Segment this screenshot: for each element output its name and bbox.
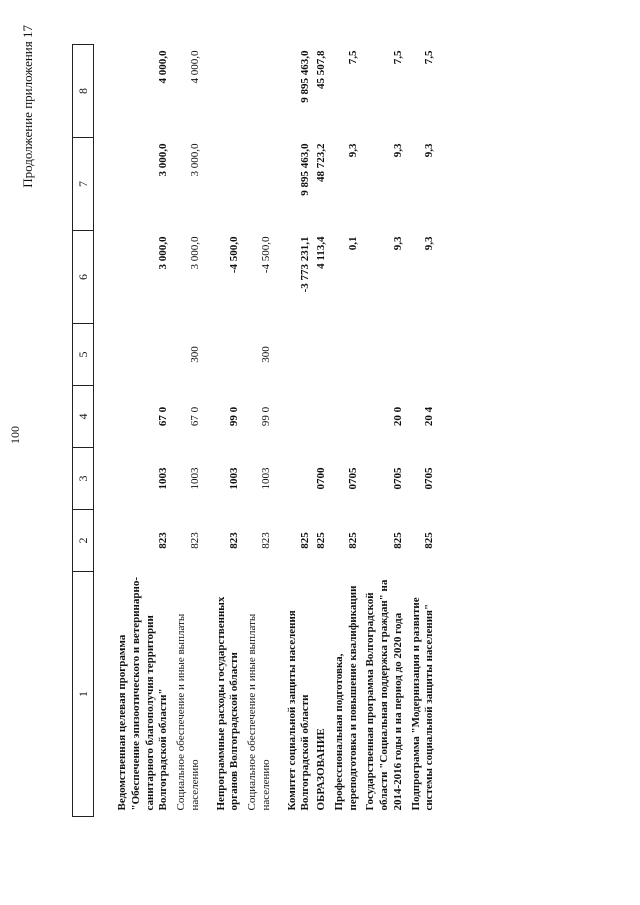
cell-amount [244,138,276,231]
cell-expense-type: 300 [188,346,201,363]
cell-expense-type [94,324,174,386]
cell-amount: 9,3 [391,236,404,251]
cell-expense-type [205,324,245,386]
cell-section-code: 0705 [391,467,404,490]
column-header: 5 [73,324,94,386]
cell-expense-type [362,324,407,386]
cell-section-code: 1003 [157,467,170,490]
cell-section-code: 1003 [188,467,201,490]
row-name: Социальное обеспечение и иные выплаты населению [246,613,272,811]
column-header: 1 [73,572,94,817]
row-name: Социальное обеспечение и иные выплаты населению [175,613,201,811]
cell-admin-code: 825 [346,532,359,549]
cell-target-code [331,386,363,448]
cell-section-code: 0705 [423,467,436,490]
cell-amount: 9 895 463,0 [299,50,312,103]
cell-amount: 7,5 [346,50,359,65]
continuation-label: Продолжение приложения 17 [20,25,35,188]
cell-amount: 9,3 [391,143,404,158]
cell-amount: 4 000,0 [188,50,201,84]
column-header: 3 [73,448,94,510]
cell-amount: 9,3 [346,143,359,158]
cell-target-code: 67 0 [157,406,170,427]
row-name: Комитет социальной защиты населения Волгоградской области [285,610,312,811]
cell-amount [244,45,276,138]
cell-expense-type: 300 [259,346,272,363]
table-row [315,45,331,817]
cell-amount: 3 000,0 [157,236,170,270]
row-name: Ведомственная целевая программа "Обеспечение эпизоотического и ветеринарно-санитарного благополучия территории Волгоградской области" [116,576,170,811]
cell-amount: 48 723,2 [315,143,327,182]
column-header: 6 [73,231,94,324]
cell-expense-type [276,324,316,386]
cell-amount [205,45,245,138]
cell-amount: -3 773 231,1 [299,236,312,293]
cell-amount: 7,5 [423,50,436,65]
cell-admin-code: 825 [423,532,436,549]
cell-amount: 45 507,8 [315,50,327,89]
cell-admin-code: 823 [188,532,201,549]
cell-admin-code: 823 [157,532,170,549]
row-name: Непрограммные расходы государственных органов Волгоградской области [214,596,241,811]
cell-amount: 7,5 [391,50,404,65]
cell-amount: 4 113,4 [315,236,327,269]
cell-amount: -4 500,0 [259,236,272,274]
header-row [73,45,94,817]
table-row [173,45,205,817]
cell-amount: 3 000,0 [188,143,201,177]
cell-amount: -4 500,0 [228,236,241,274]
row-name: Профессиональная подготовка, переподготовка и повышение квалификации [332,585,359,811]
cell-target-code: 20 0 [391,406,404,427]
cell-amount: 4 000,0 [157,50,170,84]
page-number: 100 [8,426,22,444]
column-header: 7 [73,138,94,231]
cell-amount: 9 895 463,0 [299,143,312,196]
cell-section-code: 0705 [346,467,359,490]
row-name: Подпрограмма "Модернизация и развитие системы социальной защиты населения" [409,597,436,811]
cell-admin-code: 825 [299,532,312,549]
row-name: ОБРАЗОВАНИЕ [315,728,327,811]
column-header: 4 [73,386,94,448]
table-row [244,45,276,817]
cell-admin-code: 825 [315,532,327,549]
table-row [362,45,407,817]
table-row [276,45,316,817]
column-header: 8 [73,45,94,138]
cell-expense-type [331,324,363,386]
cell-section-code [276,448,316,510]
cell-amount: 9,3 [423,236,436,251]
cell-amount: 3 000,0 [188,236,201,270]
cell-admin-code: 825 [391,532,404,549]
cell-target-code [276,386,316,448]
cell-expense-type [315,324,331,386]
cell-expense-type [408,324,440,386]
cell-section-code: 0700 [315,467,327,490]
cell-amount [205,138,245,231]
cell-section-code: 1003 [259,467,272,490]
cell-target-code: 67 0 [188,406,201,427]
cell-admin-code: 823 [259,532,272,549]
cell-amount: 3 000,0 [157,143,170,177]
cell-target-code: 99 0 [228,406,241,427]
table-row [408,45,440,817]
table-row [94,45,174,817]
budget-table [72,44,439,817]
cell-admin-code: 823 [228,532,241,549]
table-row [205,45,245,817]
column-header: 2 [73,510,94,572]
cell-target-code: 20 4 [423,406,436,427]
cell-target-code: 99 0 [259,406,272,427]
cell-target-code [315,386,331,448]
cell-amount: 0,1 [346,236,359,251]
cell-amount: 9,3 [423,143,436,158]
table-row [331,45,363,817]
row-name: Государственная программа Волгоградской области "Социальная поддержка граждан" на 2014-2016 годы и на период до 2020 года [364,579,404,811]
cell-section-code: 1003 [228,467,241,490]
